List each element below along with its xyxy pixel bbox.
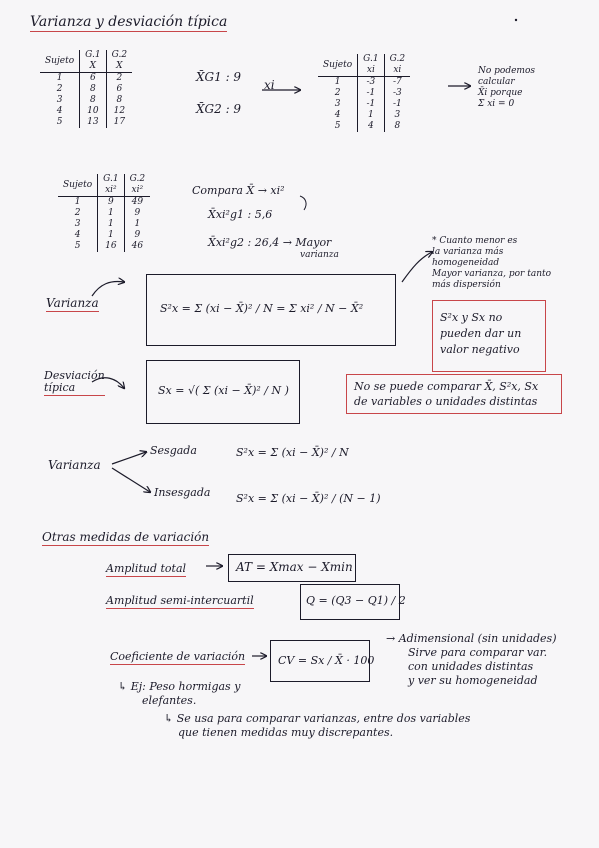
table-header: G.2 X	[106, 50, 132, 73]
no-negative-note: S²x y Sx no pueden dar un valor negativo	[440, 311, 522, 356]
insesgada-label: Insesgada	[154, 486, 211, 499]
table-header: Sujeto	[40, 50, 80, 73]
table-row	[318, 99, 410, 110]
amplitud-total-label: Amplitud total	[106, 562, 187, 575]
table-cell: 6	[116, 84, 123, 94]
table-cell: 1	[134, 219, 141, 229]
no-compare-note: No se puede comparar X̄, S²x, Sx de variables o unidades distintas	[354, 380, 539, 408]
table-row	[318, 121, 410, 132]
table-cell: 8	[394, 121, 401, 131]
data-table-raw	[40, 50, 132, 128]
table-cell: 12	[113, 106, 126, 116]
table-cell: 3	[394, 110, 401, 120]
table-row	[40, 95, 132, 106]
mean-g1: X̄G1 : 9	[196, 70, 242, 84]
insesgada-formula: S²x = Σ (xi − X̄)² / (N − 1)	[236, 492, 381, 505]
amplitud-semi-label: Amplitud semi-intercuartil	[106, 594, 254, 607]
table-header: G.2 xi	[384, 54, 410, 77]
table-header: G.1 xi²	[98, 174, 124, 197]
table-cell: 5	[318, 121, 358, 132]
table-header: G.1 X	[80, 50, 106, 73]
table-cell: 17	[113, 117, 126, 127]
varianza-types-label: Varianza	[48, 458, 101, 472]
table-header: G.2 xi²	[124, 174, 150, 197]
table-cell: 1	[98, 208, 124, 219]
table-row	[318, 77, 410, 89]
table-header: G.1 xi	[358, 54, 384, 77]
table-cell: 16	[98, 241, 124, 252]
table-row	[40, 117, 132, 128]
table-row	[58, 219, 150, 230]
table-row	[58, 230, 150, 241]
table-row	[40, 73, 132, 85]
note-homogeneity: * Cuanto menor es la varianza más homogeneidad Mayor varianza, por tanto más dispersión	[432, 236, 552, 290]
table-row	[40, 84, 132, 95]
section-label-varianza: Varianza	[46, 296, 99, 310]
table-cell: 1	[318, 77, 358, 89]
table-cell: 1	[98, 219, 124, 230]
table-cell: 10	[80, 106, 106, 117]
table-header: Sujeto	[58, 174, 98, 197]
compara-line3: X̄xi²g2 : 26,4 → Mayor	[208, 236, 332, 249]
table-cell: 5	[58, 241, 98, 252]
compara-line4: varianza	[300, 250, 339, 260]
desviacion-formula: Sx = √( Σ (xi − X̄)² / N )	[158, 384, 289, 397]
table-cell: 46	[131, 241, 144, 251]
table-header: Sujeto	[318, 54, 358, 77]
table-cell: 9	[98, 197, 124, 209]
table-row	[58, 208, 150, 219]
table-cell: 2	[40, 84, 80, 95]
table-row	[58, 241, 150, 252]
example-note: ↳ Ej: Peso hormigas y elefantes.	[118, 680, 241, 707]
table-cell: -1	[392, 99, 402, 109]
table-cell: 3	[40, 95, 80, 106]
sesgada-formula: S²x = Σ (xi − X̄)² / N	[236, 446, 349, 459]
amplitud-semi-formula: Q = (Q3 − Q1) / 2	[306, 594, 406, 607]
usage-note: ↳ Se usa para comparar varianzas, entre dos variables que tienen medidas muy discrepantes.	[164, 712, 471, 739]
table-cell: 4	[358, 121, 384, 132]
table-cell: 13	[80, 117, 106, 128]
table-row	[318, 88, 410, 99]
table-cell: -3	[358, 77, 384, 89]
table-cell: -3	[392, 88, 402, 98]
table-cell: 5	[40, 117, 80, 128]
data-table-deviations	[318, 54, 410, 132]
table-cell: 3	[58, 219, 98, 230]
arrow-label: xi	[264, 78, 275, 92]
table-cell: 3	[318, 99, 358, 110]
coef-formula: CV = Sx / X̄ · 100	[278, 654, 375, 667]
table-cell: 8	[80, 95, 106, 106]
table-cell: 8	[80, 84, 106, 95]
table-cell: -7	[392, 77, 402, 87]
table-cell: 9	[134, 230, 141, 240]
table-row	[40, 106, 132, 117]
page-title: Varianza y desviación típica	[30, 14, 228, 30]
compara-line2: X̄xi²g1 : 5,6	[208, 208, 273, 221]
table-row	[318, 110, 410, 121]
mean-g2: X̄G2 : 9	[196, 102, 242, 116]
section-label-desviacion: Desviación típica	[44, 369, 105, 394]
sesgada-label: Sesgada	[150, 444, 197, 457]
coef-label: Coeficiente de variación	[110, 650, 246, 663]
table-cell: 1	[358, 110, 384, 121]
table-cell: -1	[358, 88, 384, 99]
table-cell: 4	[40, 106, 80, 117]
table-cell: 2	[318, 88, 358, 99]
table-row	[58, 197, 150, 209]
table-cell: 2	[58, 208, 98, 219]
varianza-formula: S²x = Σ (xi − X̄)² / N = Σ xi² / N − X̄²	[160, 302, 364, 315]
note-sum-zero: No podemos calcular X̄i porque Σ xi = 0	[478, 66, 535, 109]
table-cell: 8	[116, 95, 123, 105]
table-cell: 49	[131, 197, 144, 207]
coef-notes: → Adimensional (sin unidades) Sirve para comparar var. con unidades distintas y ver su homogeneidad	[386, 632, 557, 687]
amplitud-total-formula: AT = Xmax − Xmin	[236, 560, 353, 574]
table-cell: 1	[98, 230, 124, 241]
table-cell: 9	[134, 208, 141, 218]
table-cell: 4	[318, 110, 358, 121]
table-cell: 2	[116, 73, 123, 83]
table-cell: 1	[58, 197, 98, 209]
data-table-squared	[58, 174, 150, 252]
table-cell: 1	[40, 73, 80, 85]
table-cell: 4	[58, 230, 98, 241]
compara-line1: Compara X̄ → xi²	[192, 184, 285, 197]
table-cell: 6	[80, 73, 106, 85]
table-cell: -1	[358, 99, 384, 110]
section-title-otras: Otras medidas de variación	[42, 530, 210, 544]
